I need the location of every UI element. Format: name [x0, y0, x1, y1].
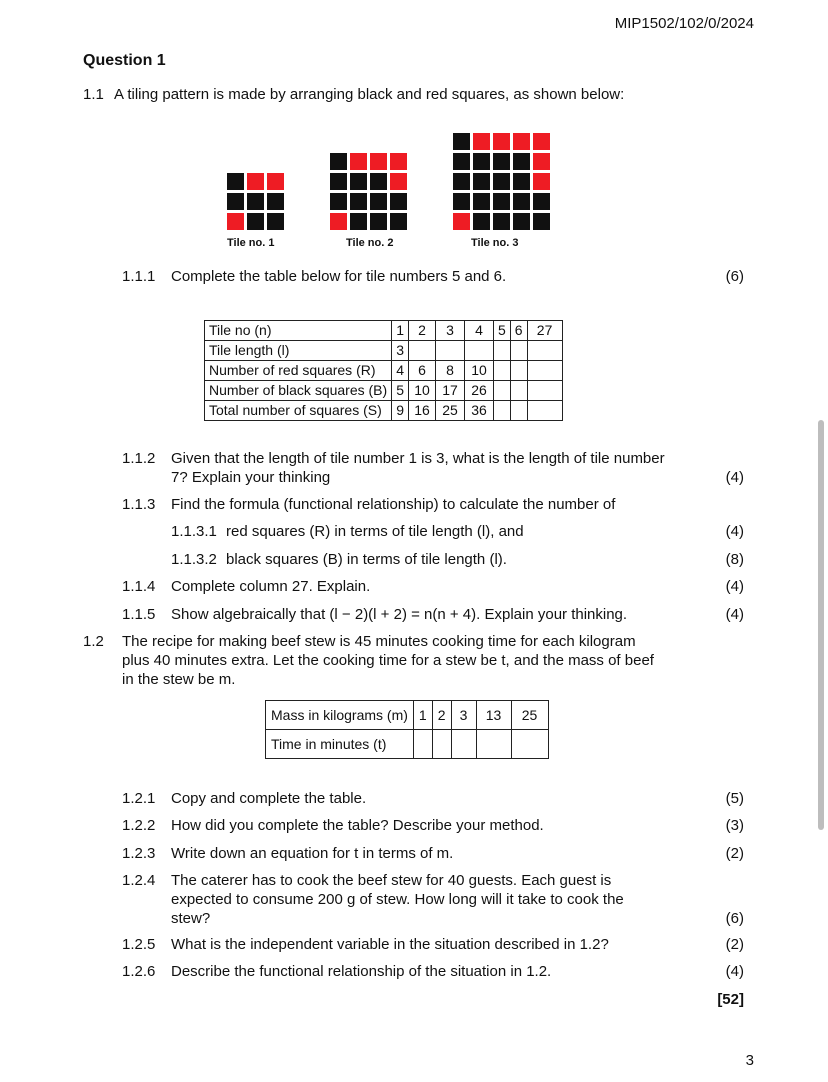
table-cell: 13 — [476, 701, 511, 730]
table-cell: 4 — [464, 321, 493, 341]
table-cell — [510, 381, 527, 401]
row-label: Number of black squares (B) — [205, 381, 392, 401]
red-square — [247, 173, 264, 190]
table-cell — [493, 361, 510, 381]
q1-1-2-line1: Given that the length of tile number 1 is 3, what is the length of tile number — [171, 450, 665, 467]
q1-2-1-marks: (5) — [725, 790, 744, 807]
q1-1-3-1-marks: (4) — [725, 523, 744, 540]
black-square — [533, 213, 550, 230]
black-square — [453, 193, 470, 210]
table-cell — [493, 381, 510, 401]
q1-2-6-text: Describe the functional relationship of the situation in 1.2. — [171, 963, 552, 980]
table-cell: 10 — [464, 361, 493, 381]
table-cell — [435, 341, 464, 361]
black-square — [473, 193, 490, 210]
tile-1-figure — [227, 173, 284, 230]
table-row — [205, 321, 563, 341]
row-label: Total number of squares (S) — [205, 401, 392, 421]
black-square — [350, 193, 367, 210]
q1-1-3-number: 1.1.3 — [122, 496, 156, 513]
black-square — [330, 173, 347, 190]
black-square — [350, 213, 367, 230]
q1-2-2-number: 1.2.2 — [122, 817, 156, 834]
row-label: Mass in kilograms (m) — [266, 701, 414, 730]
q1-1-3-1-number: 1.1.3.1 — [171, 523, 217, 540]
q1-1-1-number: 1.1.1 — [122, 268, 156, 285]
q1-2-line3: in the stew be m. — [122, 671, 236, 688]
red-square — [473, 133, 490, 150]
q1-2-1-text: Copy and complete the table. — [171, 790, 367, 807]
table-cell: 1 — [413, 701, 432, 730]
table-cell — [408, 341, 435, 361]
q1-2-line1: The recipe for making beef stew is 45 minutes cooking time for each kilogram — [122, 633, 636, 650]
q1-2-4-marks: (6) — [725, 910, 744, 927]
black-square — [370, 213, 387, 230]
tile-3-caption: Tile no. 3 — [471, 237, 519, 249]
table-cell: 25 — [511, 701, 548, 730]
q1-2-5-text: What is the independent variable in the situation described in 1.2? — [171, 936, 609, 953]
row-label: Time in minutes (t) — [266, 730, 414, 759]
table-cell: 3 — [392, 341, 409, 361]
table-row — [205, 361, 563, 381]
q1-1-2-line2: 7? Explain your thinking — [171, 469, 331, 486]
black-square — [493, 153, 510, 170]
q1-2-2-marks: (3) — [725, 817, 744, 834]
table-cell: 3 — [435, 321, 464, 341]
table-row — [205, 341, 563, 361]
q1-1-3-2-number: 1.1.3.2 — [171, 551, 217, 568]
q1-2-4-line3: stew? — [171, 910, 211, 927]
black-square — [493, 193, 510, 210]
black-square — [267, 213, 284, 230]
black-square — [227, 173, 244, 190]
table-cell — [527, 401, 562, 421]
table-row — [266, 701, 549, 730]
q1-1-1-marks: (6) — [725, 268, 744, 285]
q1-2-6-number: 1.2.6 — [122, 963, 156, 980]
table-cell — [510, 341, 527, 361]
table-cell — [464, 341, 493, 361]
table-cell — [476, 730, 511, 759]
table-cell: 3 — [451, 701, 476, 730]
table-cell — [510, 401, 527, 421]
black-square — [493, 173, 510, 190]
black-square — [493, 213, 510, 230]
black-square — [390, 193, 407, 210]
red-square — [330, 213, 347, 230]
black-square — [473, 153, 490, 170]
table-cell — [413, 730, 432, 759]
table-cell — [510, 361, 527, 381]
tile-table — [204, 320, 563, 421]
red-square — [227, 213, 244, 230]
q1-2-line2: plus 40 minutes extra. Let the cooking time for a stew be t, and the mass of beef — [122, 652, 654, 669]
q1-1-3-1-text: red squares (R) in terms of tile length (l), and — [226, 523, 524, 540]
table-cell — [511, 730, 548, 759]
black-square — [350, 173, 367, 190]
black-square — [513, 193, 530, 210]
table-cell: 1 — [392, 321, 409, 341]
q1-2-2-text: How did you complete the table? Describe your method. — [171, 817, 544, 834]
table-cell: 10 — [408, 381, 435, 401]
q1-1-4-number: 1.1.4 — [122, 578, 156, 595]
row-label: Tile no (n) — [205, 321, 392, 341]
q1-1-2-number: 1.1.2 — [122, 450, 156, 467]
q1-2-number: 1.2 — [83, 633, 104, 650]
table-cell: 6 — [510, 321, 527, 341]
q1-1-5-number: 1.1.5 — [122, 606, 156, 623]
q1-2-3-number: 1.2.3 — [122, 845, 156, 862]
red-square — [350, 153, 367, 170]
row-label: Tile length (l) — [205, 341, 392, 361]
table-cell — [527, 361, 562, 381]
row-label: Number of red squares (R) — [205, 361, 392, 381]
q1-2-3-marks: (2) — [725, 845, 744, 862]
tile-1-caption: Tile no. 1 — [227, 237, 275, 249]
table-cell: 2 — [432, 701, 451, 730]
red-square — [533, 153, 550, 170]
total-marks: [52] — [717, 991, 744, 1008]
table-cell: 5 — [493, 321, 510, 341]
red-square — [493, 133, 510, 150]
table-cell — [527, 341, 562, 361]
red-square — [533, 133, 550, 150]
black-square — [473, 213, 490, 230]
q1-1-5-marks: (4) — [725, 606, 744, 623]
q1-1-4-text: Complete column 27. Explain. — [171, 578, 371, 595]
q1-1-3-2-text: black squares (B) in terms of tile length (l). — [226, 551, 507, 568]
red-square — [267, 173, 284, 190]
q1-2-4-line1: The caterer has to cook the beef stew for 40 guests. Each guest is — [171, 872, 612, 889]
q1-2-1-number: 1.2.1 — [122, 790, 156, 807]
q1-2-5-number: 1.2.5 — [122, 936, 156, 953]
black-square — [370, 173, 387, 190]
black-square — [370, 193, 387, 210]
q1-1-number: 1.1 — [83, 86, 104, 103]
tile-2-caption: Tile no. 2 — [346, 237, 394, 249]
table-cell — [451, 730, 476, 759]
red-square — [390, 173, 407, 190]
black-square — [247, 213, 264, 230]
table-cell: 5 — [392, 381, 409, 401]
table-row — [266, 730, 549, 759]
black-square — [513, 173, 530, 190]
table-cell: 17 — [435, 381, 464, 401]
table-cell — [527, 381, 562, 401]
black-square — [453, 133, 470, 150]
table-cell: 2 — [408, 321, 435, 341]
table-cell — [493, 401, 510, 421]
table-row — [205, 401, 563, 421]
q1-1-1-text: Complete the table below for tile numbers 5 and 6. — [171, 268, 507, 285]
scrollbar[interactable] — [818, 420, 824, 830]
red-square — [390, 153, 407, 170]
q1-1-4-marks: (4) — [725, 578, 744, 595]
q1-2-4-line2: expected to consume 200 g of stew. How long will it take to cook the — [171, 891, 624, 908]
q1-2-6-marks: (4) — [725, 963, 744, 980]
table-cell — [493, 341, 510, 361]
tile-2-figure — [330, 153, 407, 230]
red-square — [513, 133, 530, 150]
red-square — [370, 153, 387, 170]
table-row — [205, 381, 563, 401]
black-square — [227, 193, 244, 210]
q1-2-3-text: Write down an equation for t in terms of m. — [171, 845, 454, 862]
table-cell: 8 — [435, 361, 464, 381]
table-cell: 25 — [435, 401, 464, 421]
table-cell: 36 — [464, 401, 493, 421]
black-square — [247, 193, 264, 210]
document-code: MIP1502/102/0/2024 — [614, 15, 754, 32]
black-square — [513, 153, 530, 170]
black-square — [533, 193, 550, 210]
question-title: Question 1 — [83, 52, 166, 69]
q1-1-text: A tiling pattern is made by arranging black and red squares, as shown below: — [114, 86, 625, 103]
q1-1-3-text: Find the formula (functional relationship) to calculate the number of — [171, 496, 616, 513]
table-cell: 4 — [392, 361, 409, 381]
page-number: 3 — [745, 1052, 754, 1069]
black-square — [513, 213, 530, 230]
q1-2-4-number: 1.2.4 — [122, 872, 156, 889]
black-square — [330, 193, 347, 210]
table-cell: 27 — [527, 321, 562, 341]
q1-2-5-marks: (2) — [725, 936, 744, 953]
black-square — [473, 173, 490, 190]
table-cell: 16 — [408, 401, 435, 421]
q1-1-3-2-marks: (8) — [725, 551, 744, 568]
table-cell: 26 — [464, 381, 493, 401]
black-square — [330, 153, 347, 170]
mass-time-table — [265, 700, 549, 759]
table-cell: 6 — [408, 361, 435, 381]
table-cell: 9 — [392, 401, 409, 421]
black-square — [453, 173, 470, 190]
table-cell — [432, 730, 451, 759]
red-square — [453, 213, 470, 230]
q1-1-2-marks: (4) — [725, 469, 744, 486]
tile-3-figure — [453, 133, 550, 230]
black-square — [390, 213, 407, 230]
q1-1-5-text: Show algebraically that (l − 2)(l + 2) = n(n + 4). Explain your thinking. — [171, 606, 628, 623]
red-square — [533, 173, 550, 190]
black-square — [453, 153, 470, 170]
black-square — [267, 193, 284, 210]
